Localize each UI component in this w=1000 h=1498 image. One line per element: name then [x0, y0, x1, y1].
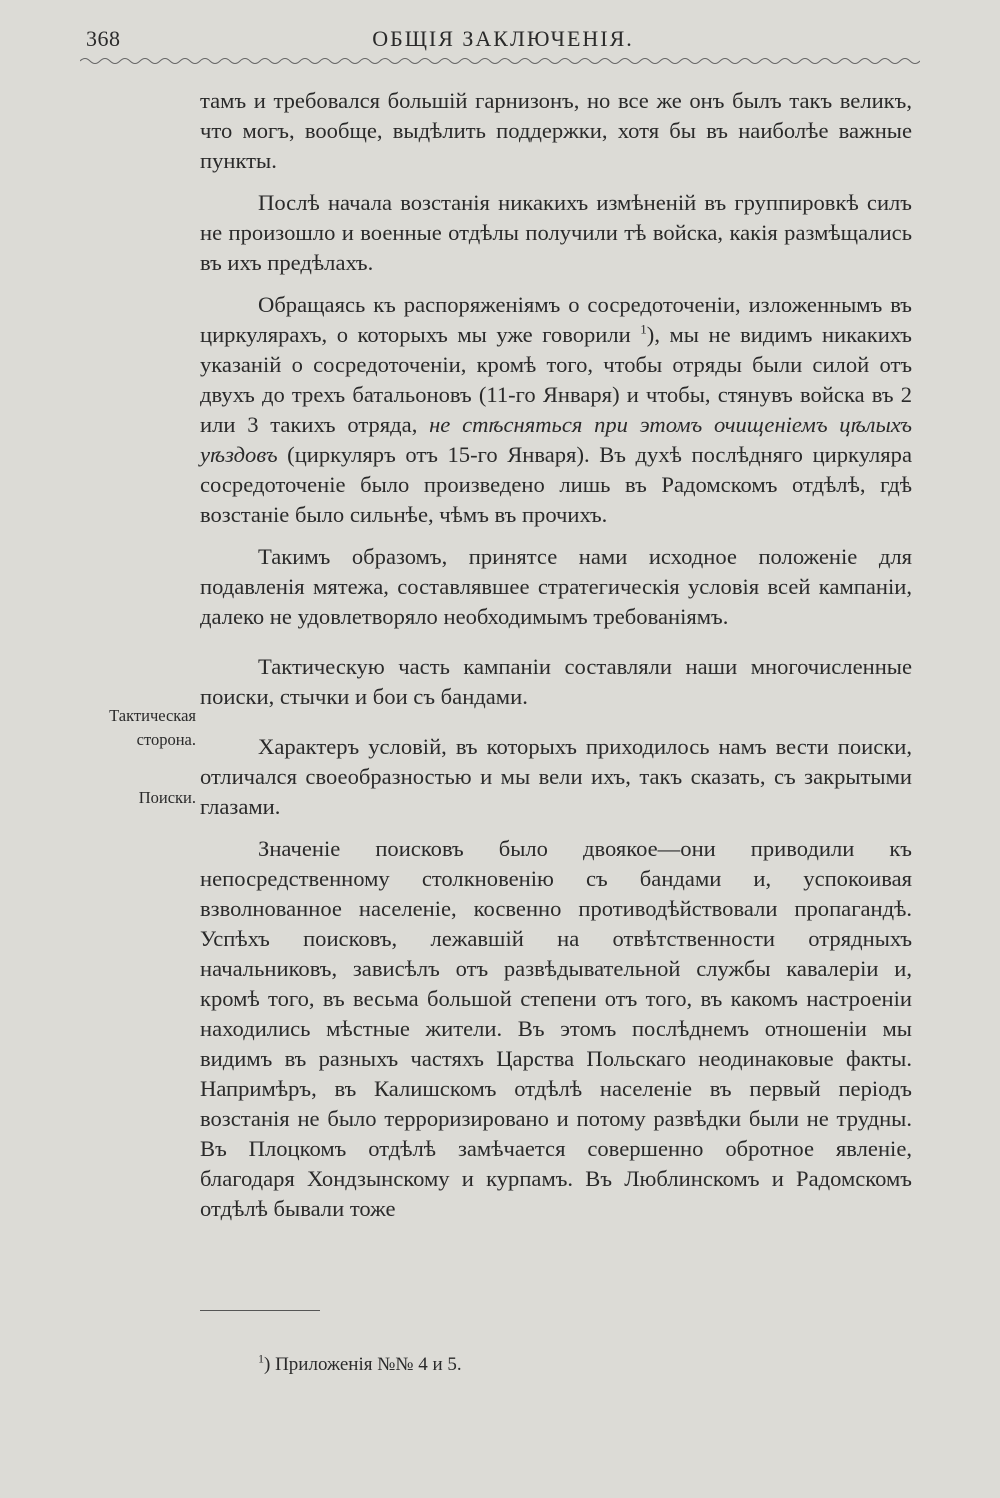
paragraph-1: тамъ и требовался большій гарнизонъ, но все же онъ былъ такъ великъ, что могъ, вообще, выдѣлить поддержки, хотя бы въ наиболѣе важные пункты. [200, 88, 912, 173]
running-title: ОБЩІЯ ЗАКЛЮЧЕНІЯ. [372, 26, 634, 51]
margin-note-searches: Поиски. [138, 788, 196, 807]
main-text [200, 86, 912, 1236]
header-wavy-rule [80, 56, 920, 66]
margin-note-tactical: Тактическая сторона. [109, 706, 196, 749]
footnote [258, 1352, 462, 1378]
paragraph-3-part-c: (циркуляръ отъ 15-го Января). Въ духѣ послѣдняго циркуляра сосредоточеніе было произведено лишь въ Радомскомъ отдѣлѣ, гдѣ возстаніе было сильнѣе, чѣмъ въ прочихъ. [200, 442, 912, 527]
page-number: 368 [86, 26, 121, 51]
footnote-divider [200, 1310, 320, 1311]
paragraph-7: Значеніе поисковъ было двоякое—они приводили къ непосредственному столкновенію съ бандами и, успокоивая взволнованное населеніе, косвенно противодѣйствовали пропагандѣ. Успѣхъ поисковъ, лежавшій на отвѣтственности отрядныхъ начальниковъ, зависѣлъ отъ развѣдывательной службы кавалеріи и, кромѣ того, въ весьма большой степени отъ того, въ какомъ настроеніи находились мѣстные жители. Въ этомъ послѣднемъ отношеніи мы видимъ въ разныхъ частяхъ Царства Польскаго неодинаковые факты. Напримѣръ, въ Калишскомъ отдѣлѣ населеніе въ первый періодъ возстанія не было терроризировано и потому развѣдки были не трудны. Въ Плоцкомъ отдѣлѣ замѣчается совершенно обротное явленіе, благодаря Хондзынскому и курпамъ. Въ Люблинскомъ и Радомскомъ отдѣлѣ бывали тоже [200, 836, 912, 1221]
footnote-text: ) Приложенія №№ 4 и 5. [264, 1354, 462, 1375]
paragraph-3 [200, 290, 912, 530]
paragraph-2: Послѣ начала возстанія никакихъ измѣненій въ группировкѣ силъ не произошло и военные отдѣлы получили тѣ войска, какія размѣщались въ ихъ предѣлахъ. [200, 190, 912, 275]
footnote-marker: 1 [258, 1351, 264, 1366]
footnote-reference: 1 [640, 321, 647, 337]
paragraph-3-italic-quote: не стѣсняться при этомъ очищеніемъ цѣлыхъ уѣздовъ [200, 412, 912, 467]
paragraph-3-part-a: Обращаясь къ распоряженіямъ о сосредоточеніи, изложеннымъ въ циркулярахъ, о которыхъ мы уже говорили [200, 292, 912, 347]
paragraph-3-part-b: ), мы не видимъ никакихъ указаній о сосредоточеніи, кромѣ того, чтобы отряды были силой отъ двухъ до трехъ батальоновъ (11-го Января) и чтобы, стянувъ войска въ 2 или 3 такихъ отряда, [200, 322, 912, 437]
paragraph-5: Тактическую часть кампаніи составляли наши многочисленные поиски, стычки и бои съ бандами. [200, 654, 912, 709]
paragraph-4: Такимъ образомъ, принятсе нами исходное положеніе для подавленія мятежа, составлявшее стратегическія условія всей кампаніи, далеко не удовлетворяло необходимымъ требованіямъ. [200, 544, 912, 629]
paragraph-6: Характеръ условій, въ которыхъ приходилось намъ вести поиски, отличался своеобразностью и мы вели ихъ, такъ сказать, съ закрытыми глазами. [200, 734, 912, 819]
